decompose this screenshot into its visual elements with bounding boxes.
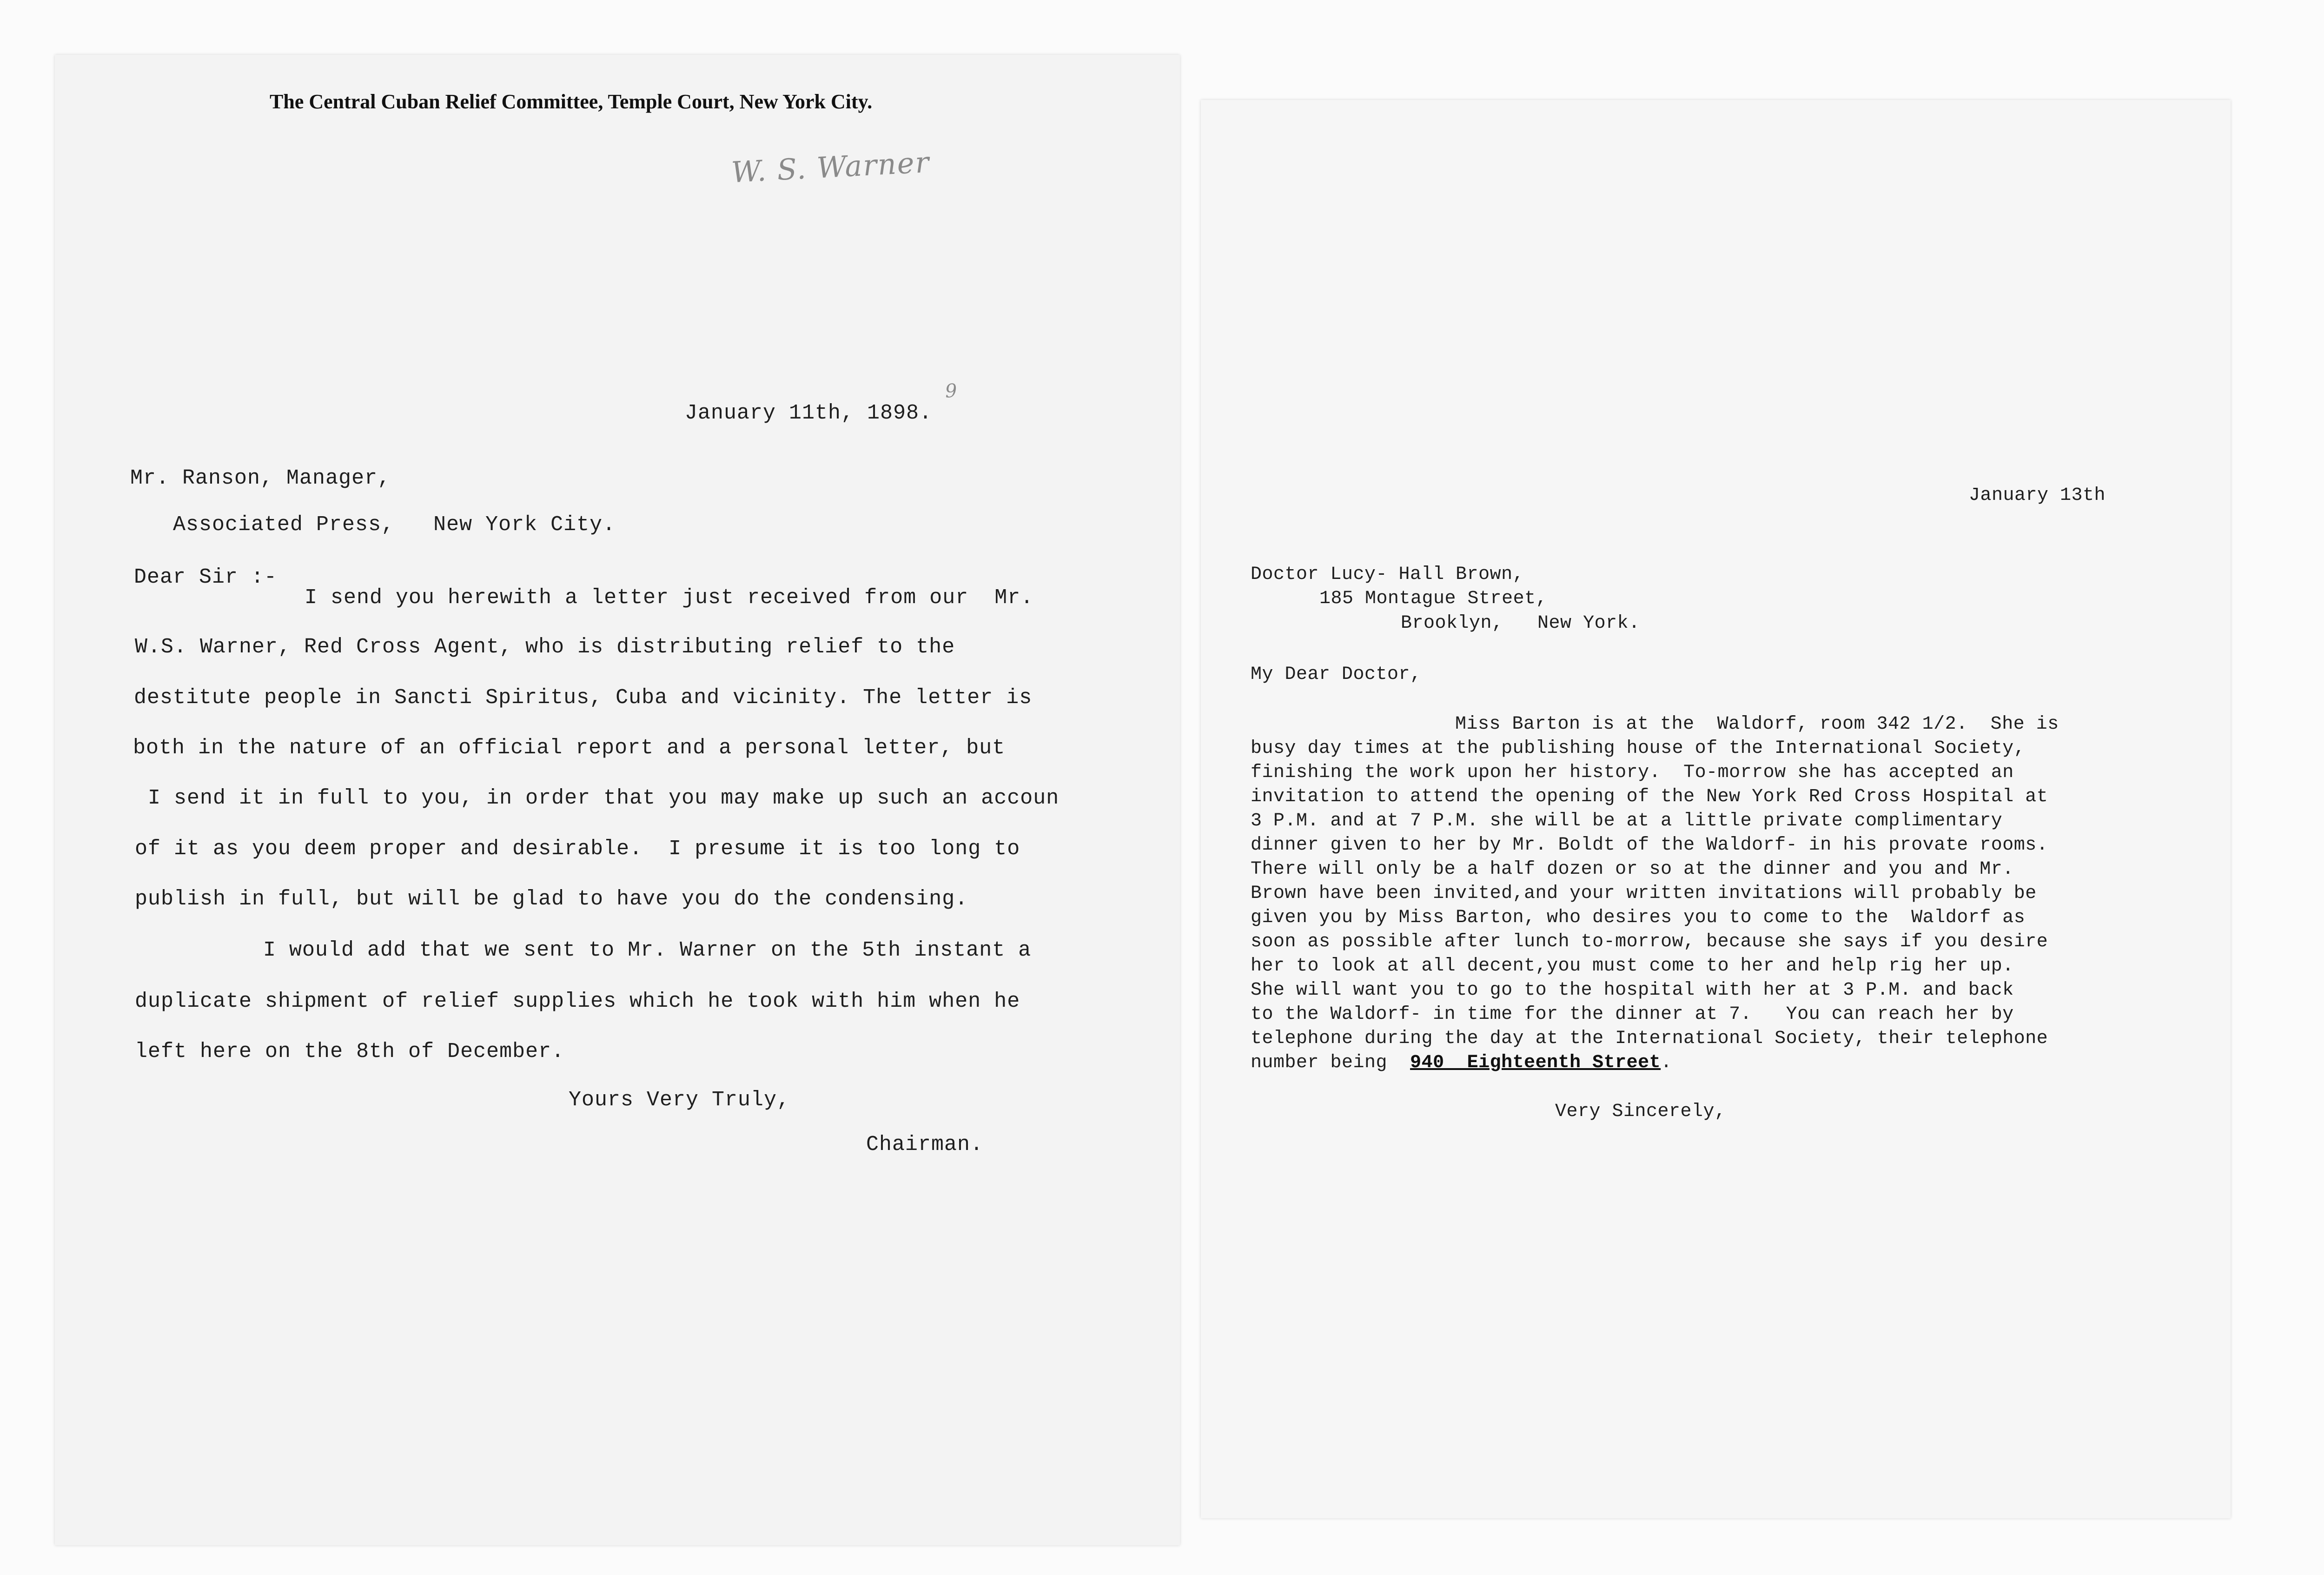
right-recipient-line3: Brooklyn, New York.: [1401, 613, 1640, 634]
right-body-line: 3 P.M. and at 7 P.M. she will be at a little private complimentary: [1251, 811, 2003, 831]
right-body-line: There will only be a half dozen or so at the dinner and you and Mr.: [1251, 859, 2014, 880]
right-body-line: She will want you to go to the hospital with her at 3 P.M. and back: [1251, 980, 2014, 1001]
handwritten-annotation: W. S. Warner: [730, 145, 931, 190]
date-correction-mark: 9: [944, 380, 959, 402]
left-body-line: both in the nature of an official report and a personal letter, but: [133, 736, 1006, 760]
left-body-line: I send it in full to you, in order that you may make up such an accoun: [148, 786, 1059, 810]
left-signature-title: Chairman.: [866, 1133, 984, 1156]
left-body-line: I would add that we sent to Mr. Warner on the 5th instant a: [263, 938, 1032, 962]
right-body-line: her to look at all decent,you must come to her and help rig her up.: [1251, 956, 2014, 977]
phone-suffix: .: [1661, 1052, 1672, 1073]
right-body-line: invitation to attend the opening of the New York Red Cross Hospital at: [1251, 786, 2048, 807]
right-body-line: dinner given to her by Mr. Boldt of the Waldorf- in his provate rooms.: [1251, 835, 2048, 856]
left-closing: Yours Very Truly,: [569, 1088, 790, 1112]
right-body-line: telephone during the day at the International Society, their telephone: [1251, 1028, 2048, 1049]
left-recipient-line2: Associated Press, New York City.: [173, 513, 616, 537]
left-recipient-line1: Mr. Ranson, Manager,: [130, 466, 391, 490]
right-body-line: busy day times at the publishing house of the International Society,: [1251, 738, 2026, 759]
right-body-line: soon as possible after lunch to-morrow, because she says if you desire: [1251, 931, 2048, 952]
left-salutation: Dear Sir :-: [134, 565, 278, 589]
left-body-line: of it as you deem proper and desirable. I presume it is too long to: [135, 837, 1020, 861]
phone-prefix: number being: [1251, 1052, 1410, 1073]
right-letter-page: [1201, 100, 2231, 1518]
left-body-line: publish in full, but will be glad to have you do the condensing.: [135, 887, 968, 911]
left-body-line: left here on the 8th of December.: [135, 1040, 565, 1063]
right-recipient-line2: 185 Montague Street,: [1319, 588, 1548, 609]
right-body-line: finishing the work upon her history. To-morrow she has accepted an: [1251, 762, 2014, 783]
left-letter-page: [55, 55, 1180, 1545]
phone-line: [1251, 1052, 1672, 1073]
left-body-line: W.S. Warner, Red Cross Agent, who is distributing relief to the: [135, 635, 955, 659]
left-body-line: destitute people in Sancti Spiritus, Cuba and vicinity. The letter is: [134, 686, 1033, 710]
right-letter-date: January 13th: [1969, 485, 2106, 506]
letterhead: The Central Cuban Relief Committee, Temple Court, New York City.: [270, 90, 873, 113]
right-closing: Very Sincerely,: [1555, 1101, 1726, 1122]
right-salutation: My Dear Doctor,: [1251, 664, 1422, 685]
right-body-line: given you by Miss Barton, who desires you to come to the Waldorf as: [1251, 907, 2026, 928]
right-body-line: Brown have been invited,and your written invitations will probably be: [1251, 883, 2037, 904]
left-body-line: duplicate shipment of relief supplies which he took with him when he: [135, 990, 1020, 1013]
left-body-line: I send you herewith a letter just received from our Mr.: [305, 586, 1034, 610]
right-body-line: Miss Barton is at the Waldorf, room 342 1/2. She is: [1455, 714, 2059, 735]
right-body-line: to the Waldorf- in time for the dinner at 7. You can reach her by: [1251, 1004, 2014, 1025]
left-letter-date: January 11th, 1898.: [685, 401, 933, 425]
phone-number: 940 Eighteenth Street: [1410, 1052, 1661, 1073]
right-recipient-line1: Doctor Lucy- Hall Brown,: [1251, 564, 1524, 585]
